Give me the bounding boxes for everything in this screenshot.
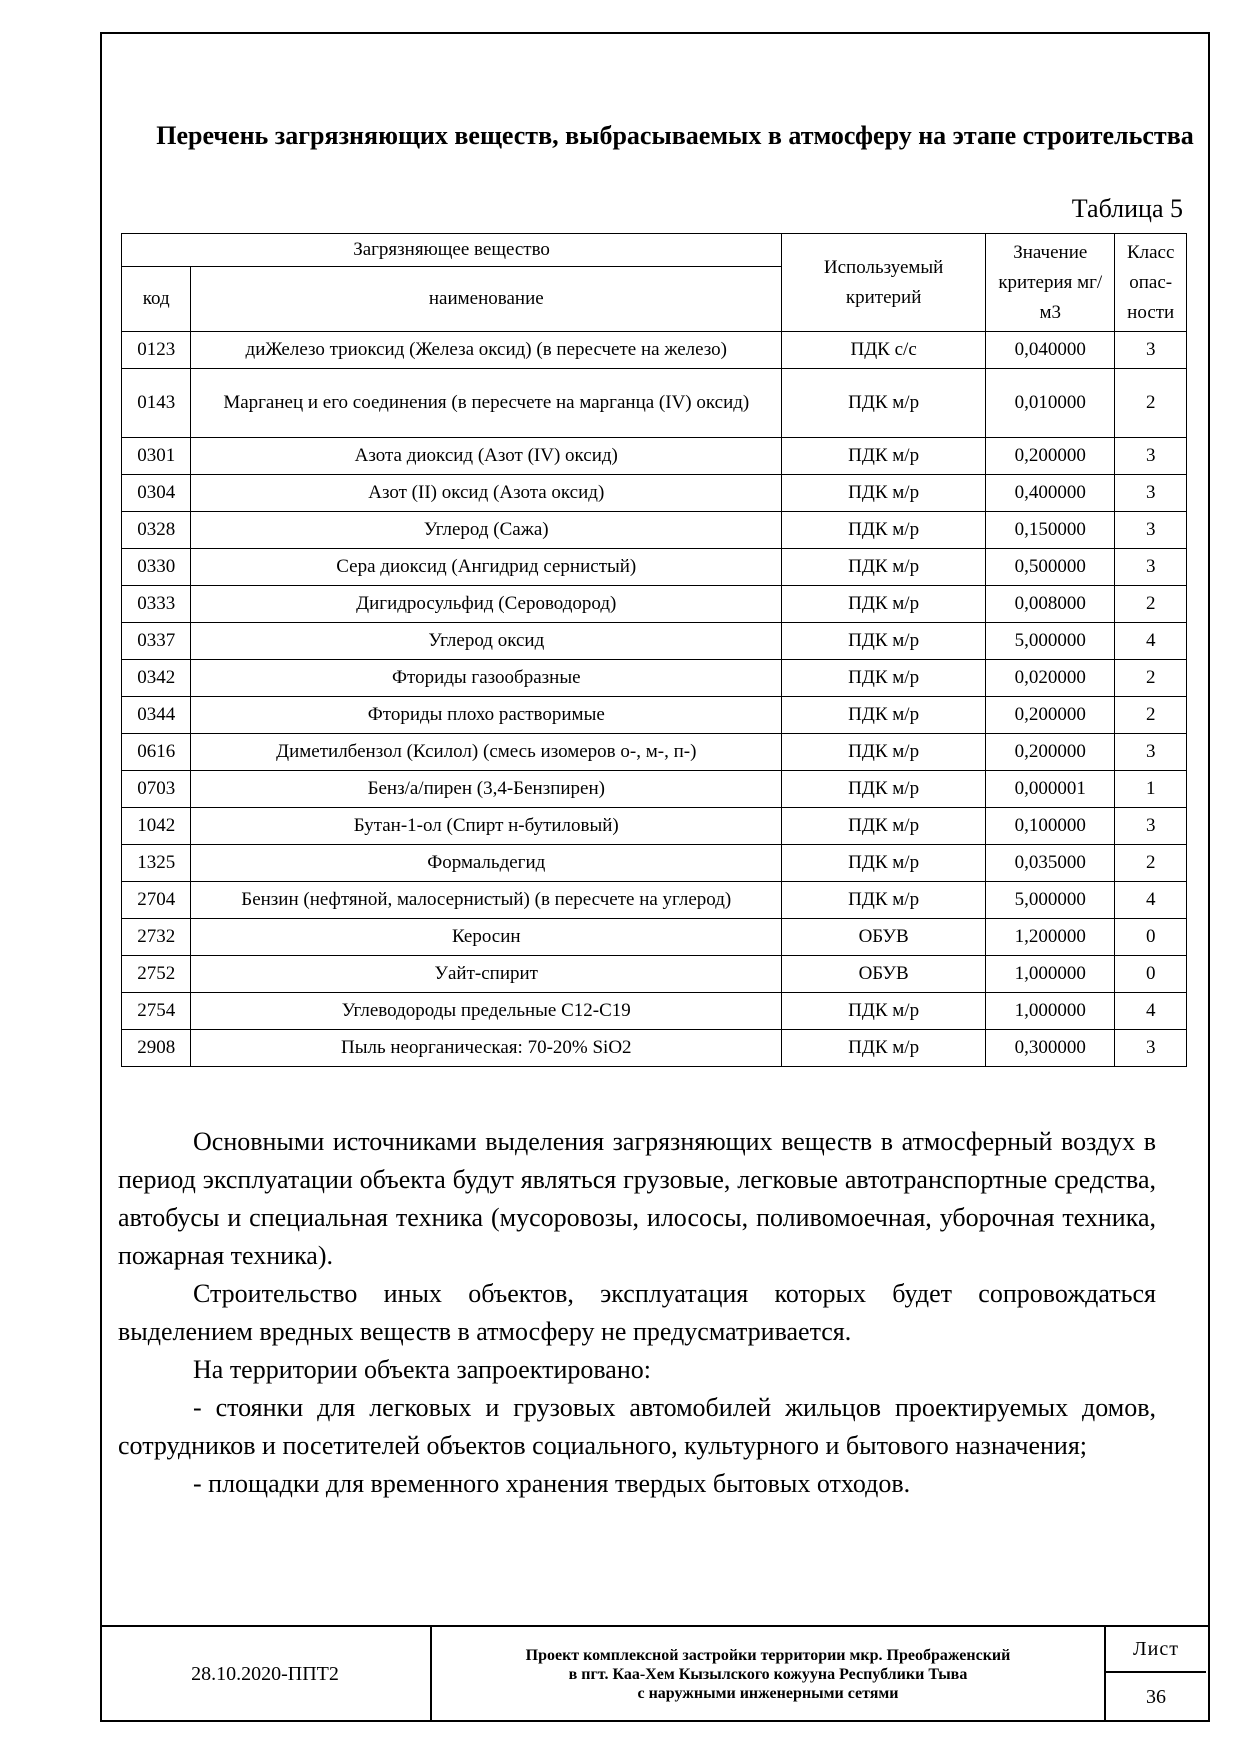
cell-criterion: ПДК м/р — [782, 1030, 986, 1067]
cell-value: 5,000000 — [986, 882, 1115, 919]
cell-name: Бензин (нефтяной, малосернистый) (в пересчете на углерод) — [191, 882, 782, 919]
cell-value: 0,100000 — [986, 808, 1115, 845]
cell-name: Бутан-1-ол (Спирт н-бутиловый) — [191, 808, 782, 845]
table-row — [122, 993, 1187, 1030]
cell-code: 0333 — [122, 586, 191, 623]
cell-hazard-class: 1 — [1115, 771, 1187, 808]
cell-criterion: ПДК м/р — [782, 623, 986, 660]
table-body — [122, 332, 1187, 1067]
cell-criterion: ПДК м/р — [782, 845, 986, 882]
cell-value: 0,020000 — [986, 660, 1115, 697]
table-header-row — [122, 234, 1187, 267]
cell-criterion: ПДК м/р — [782, 697, 986, 734]
cell-code: 0301 — [122, 438, 191, 475]
cell-value: 0,010000 — [986, 369, 1115, 438]
header-value: Значение критерия мг/м3 — [986, 234, 1115, 332]
cell-value: 1,000000 — [986, 993, 1115, 1030]
cell-criterion: ОБУВ — [782, 919, 986, 956]
cell-criterion: ПДК м/р — [782, 369, 986, 438]
table-row — [122, 808, 1187, 845]
cell-code: 2908 — [122, 1030, 191, 1067]
cell-hazard-class: 4 — [1115, 623, 1187, 660]
cell-criterion: ПДК с/с — [782, 332, 986, 369]
table-row — [122, 845, 1187, 882]
header-code: код — [122, 267, 191, 332]
cell-value: 0,200000 — [986, 438, 1115, 475]
cell-value: 0,150000 — [986, 512, 1115, 549]
cell-criterion: ПДК м/р — [782, 734, 986, 771]
table-row — [122, 882, 1187, 919]
cell-name: Углеводороды предельные С12-С19 — [191, 993, 782, 1030]
cell-criterion: ПДК м/р — [782, 808, 986, 845]
body-text — [118, 1123, 1156, 1503]
cell-hazard-class: 2 — [1115, 845, 1187, 882]
cell-code: 0342 — [122, 660, 191, 697]
cell-name: Пыль неорганическая: 70-20% SiO2 — [191, 1030, 782, 1067]
cell-criterion: ПДК м/р — [782, 512, 986, 549]
cell-hazard-class: 3 — [1115, 512, 1187, 549]
cell-name: Керосин — [191, 919, 782, 956]
cell-hazard-class: 3 — [1115, 475, 1187, 512]
cell-name: Сера диоксид (Ангидрид сернистый) — [191, 549, 782, 586]
cell-hazard-class: 0 — [1115, 919, 1187, 956]
table-row — [122, 512, 1187, 549]
cell-name: Марганец и его соединения (в пересчете на марганца (IV) оксид) — [191, 369, 782, 438]
cell-hazard-class: 2 — [1115, 660, 1187, 697]
cell-code: 0123 — [122, 332, 191, 369]
header-name: наименование — [191, 267, 782, 332]
cell-hazard-class: 4 — [1115, 882, 1187, 919]
sheet-label: Лист — [1106, 1627, 1206, 1673]
cell-name: Азот (II) оксид (Азота оксид) — [191, 475, 782, 512]
cell-name: Бенз/а/пирен (3,4-Бензпирен) — [191, 771, 782, 808]
document-code: 28.10.2020-ППТ2 — [100, 1627, 432, 1722]
paragraph: Строительство иных объектов, эксплуатация которых будет сопровождаться выделением вредных веществ в атмосферу не предусматривается. — [118, 1279, 1156, 1346]
cell-name: Углерод оксид — [191, 623, 782, 660]
cell-value: 1,000000 — [986, 956, 1115, 993]
cell-hazard-class: 3 — [1115, 438, 1187, 475]
table-row — [122, 771, 1187, 808]
table-row — [122, 1030, 1187, 1067]
table-row — [122, 697, 1187, 734]
cell-value: 0,040000 — [986, 332, 1115, 369]
cell-hazard-class: 2 — [1115, 586, 1187, 623]
table-row — [122, 956, 1187, 993]
cell-name: Азота диоксид (Азот (IV) оксид) — [191, 438, 782, 475]
table-row — [122, 549, 1187, 586]
cell-name: Уайт-спирит — [191, 956, 782, 993]
cell-code: 0304 — [122, 475, 191, 512]
cell-value: 1,200000 — [986, 919, 1115, 956]
cell-code: 0143 — [122, 369, 191, 438]
cell-criterion: ПДК м/р — [782, 993, 986, 1030]
cell-code: 0703 — [122, 771, 191, 808]
table-row — [122, 660, 1187, 697]
cell-hazard-class: 3 — [1115, 1030, 1187, 1067]
cell-code: 2732 — [122, 919, 191, 956]
cell-criterion: ПДК м/р — [782, 660, 986, 697]
project-line-1: Проект комплексной застройки территории мкр. Преображенский — [525, 1647, 1011, 1664]
cell-value: 0,400000 — [986, 475, 1115, 512]
cell-code: 1325 — [122, 845, 191, 882]
table-label: Таблица 5 — [1071, 194, 1183, 223]
cell-criterion: ОБУВ — [782, 956, 986, 993]
document-title: Перечень загрязняющих веществ, выбрасываемых в атмосферу на этапе строительства — [156, 121, 1194, 150]
paragraph: Основными источниками выделения загрязняющих веществ в атмосферный воздух в период эксплуатации объекта будут являться грузовые, легковые автотранспортные средства, автобусы и специальная техника (мусоровозы, илососы, поливомоечная, уборочная техника, пожарная техника). — [118, 1127, 1156, 1270]
cell-hazard-class: 3 — [1115, 734, 1187, 771]
cell-hazard-class: 3 — [1115, 332, 1187, 369]
sheet-number: 36 — [1146, 1686, 1166, 1708]
cell-hazard-class: 3 — [1115, 808, 1187, 845]
cell-name: Фториды плохо растворимые — [191, 697, 782, 734]
cell-code: 0616 — [122, 734, 191, 771]
cell-hazard-class: 2 — [1115, 369, 1187, 438]
project-name — [432, 1627, 1106, 1722]
cell-value: 0,500000 — [986, 549, 1115, 586]
cell-hazard-class: 0 — [1115, 956, 1187, 993]
cell-code: 1042 — [122, 808, 191, 845]
header-substance-group: Загрязняющее вещество — [122, 234, 782, 267]
cell-code: 2704 — [122, 882, 191, 919]
project-line-3: с наружными инженерными сетями — [637, 1685, 899, 1702]
cell-value: 0,200000 — [986, 734, 1115, 771]
cell-hazard-class: 3 — [1115, 549, 1187, 586]
cell-value: 0,035000 — [986, 845, 1115, 882]
cell-code: 2752 — [122, 956, 191, 993]
cell-value: 0,000001 — [986, 771, 1115, 808]
cell-criterion: ПДК м/р — [782, 438, 986, 475]
cell-hazard-class: 2 — [1115, 697, 1187, 734]
cell-value: 5,000000 — [986, 623, 1115, 660]
cell-name: Диметилбензол (Ксилол) (смесь изомеров о-, м-, п-) — [191, 734, 782, 771]
header-criterion: Используемый критерий — [782, 234, 986, 332]
cell-code: 0337 — [122, 623, 191, 660]
cell-value: 0,008000 — [986, 586, 1115, 623]
cell-name: Фториды газообразные — [191, 660, 782, 697]
table-row — [122, 332, 1187, 369]
cell-criterion: ПДК м/р — [782, 586, 986, 623]
paragraph: - площадки для временного хранения твердых бытовых отходов. — [193, 1469, 911, 1498]
cell-value: 0,300000 — [986, 1030, 1115, 1067]
project-line-2: в пгт. Каа-Хем Кызылского кожууна Республики Тыва — [568, 1666, 968, 1683]
table-row — [122, 438, 1187, 475]
table-row — [122, 623, 1187, 660]
table-row — [122, 475, 1187, 512]
table-row — [122, 369, 1187, 438]
cell-criterion: ПДК м/р — [782, 549, 986, 586]
cell-criterion: ПДК м/р — [782, 882, 986, 919]
paragraph: - стоянки для легковых и грузовых автомобилей жильцов проектируемых домов, сотрудников и посетителей объектов социального, культурного и бытового назначения; — [118, 1393, 1156, 1460]
title-block — [100, 1625, 1210, 1724]
cell-name: диЖелезо триоксид (Железа оксид) (в пересчете на железо) — [191, 332, 782, 369]
header-hazard-class: Класс опас-ности — [1115, 234, 1187, 332]
cell-name: Дигидросульфид (Сероводород) — [191, 586, 782, 623]
cell-name: Формальдегид — [191, 845, 782, 882]
cell-code: 0328 — [122, 512, 191, 549]
pollutants-table — [121, 233, 1187, 1067]
cell-code: 0330 — [122, 549, 191, 586]
table-row — [122, 734, 1187, 771]
cell-criterion: ПДК м/р — [782, 771, 986, 808]
cell-code: 2754 — [122, 993, 191, 1030]
cell-value: 0,200000 — [986, 697, 1115, 734]
table-row — [122, 919, 1187, 956]
table-row — [122, 586, 1187, 623]
paragraph: На территории объекта запроектировано: — [193, 1355, 651, 1384]
cell-name: Углерод (Сажа) — [191, 512, 782, 549]
cell-hazard-class: 4 — [1115, 993, 1187, 1030]
cell-criterion: ПДК м/р — [782, 475, 986, 512]
cell-code: 0344 — [122, 697, 191, 734]
